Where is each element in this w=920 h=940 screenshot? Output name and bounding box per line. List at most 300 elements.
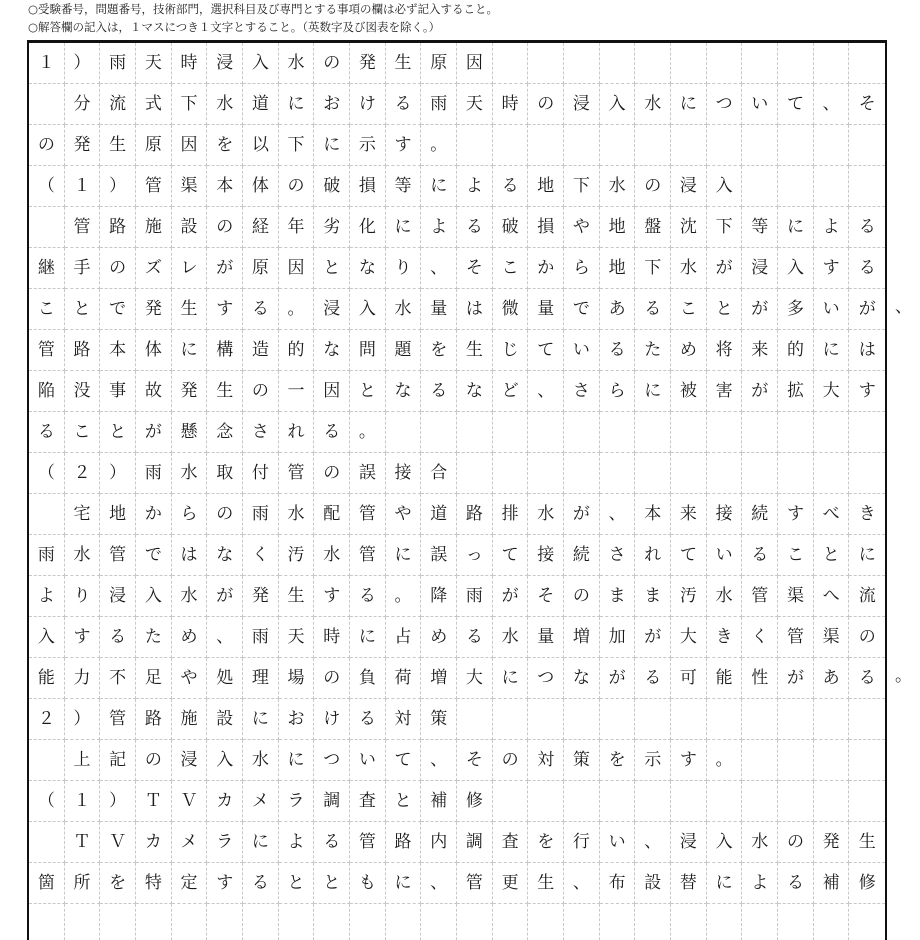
grid-cell: 、 — [421, 740, 457, 781]
grid-cell: 生 — [457, 330, 493, 371]
grid-cell — [707, 412, 743, 453]
grid-cell: 対 — [528, 740, 564, 781]
grid-cell: ） — [65, 43, 101, 84]
grid-cell: よ — [279, 822, 315, 863]
grid-cell: 査 — [350, 781, 386, 822]
grid-cell: 、 — [814, 84, 850, 125]
grid-cell: な — [314, 330, 350, 371]
grid-cell: 処 — [207, 658, 243, 699]
grid-cell — [707, 453, 743, 494]
grid-cell: の — [207, 494, 243, 535]
grid-cell: に — [671, 84, 707, 125]
grid-cell: 示 — [635, 740, 671, 781]
grid-cell: す — [671, 740, 707, 781]
grid-cell — [493, 904, 529, 940]
grid-cell: 誤 — [421, 535, 457, 576]
grid-cell — [600, 125, 636, 166]
grid-cell: 道 — [421, 494, 457, 535]
grid-cell: 下 — [564, 166, 600, 207]
grid-cell — [814, 166, 850, 207]
grid-cell: 念 — [207, 412, 243, 453]
grid-cell: じ — [493, 330, 529, 371]
note-line-2: ○解答欄の記入は，１マスにつき１文字とすること。（英数字及び図表を除く。） — [28, 20, 441, 34]
grid-cell: こ — [29, 289, 65, 330]
grid-cell: （ — [29, 781, 65, 822]
grid-cell: す — [207, 289, 243, 330]
grid-cell: 水 — [314, 535, 350, 576]
grid-cell: 時 — [172, 43, 208, 84]
grid-cell: の — [635, 166, 671, 207]
grid-cell: 接 — [707, 494, 743, 535]
grid-cell: な — [564, 658, 600, 699]
grid-cell: 負 — [350, 658, 386, 699]
grid-cell: が — [742, 371, 778, 412]
grid-cell: メ — [243, 781, 279, 822]
grid-cell — [350, 904, 386, 940]
grid-cell: こ — [493, 248, 529, 289]
grid-cell — [65, 904, 101, 940]
grid-cell: 取 — [207, 453, 243, 494]
grid-cell: と — [314, 863, 350, 904]
grid-cell: 可 — [671, 658, 707, 699]
grid-cell: る — [849, 207, 885, 248]
grid-cell: 示 — [350, 125, 386, 166]
grid-cell: 場 — [279, 658, 315, 699]
grid-cell: は — [172, 535, 208, 576]
grid-cell: 損 — [350, 166, 386, 207]
grid-cell: で — [100, 289, 136, 330]
grid-cell: に — [421, 166, 457, 207]
grid-cell: る — [350, 699, 386, 740]
grid-cell: の — [279, 166, 315, 207]
grid-cell — [528, 125, 564, 166]
grid-cell: 配 — [314, 494, 350, 535]
grid-cell: れ — [279, 412, 315, 453]
grid-cell — [814, 43, 850, 84]
grid-cell: カ — [207, 781, 243, 822]
grid-cell: か — [136, 494, 172, 535]
grid-cell: の — [314, 658, 350, 699]
grid-cell: る — [849, 658, 885, 699]
grid-cell: 誤 — [350, 453, 386, 494]
grid-cell: 雨 — [136, 453, 172, 494]
grid-cell — [707, 699, 743, 740]
grid-cell: っ — [457, 535, 493, 576]
header-notes — [28, 0, 908, 36]
grid-cell — [600, 904, 636, 940]
grid-cell — [742, 781, 778, 822]
grid-cell: の — [136, 740, 172, 781]
grid-cell — [493, 43, 529, 84]
grid-cell: 補 — [421, 781, 457, 822]
grid-cell — [564, 125, 600, 166]
grid-cell: 路 — [386, 822, 422, 863]
grid-row — [29, 412, 885, 453]
grid-cell: よ — [814, 207, 850, 248]
grid-cell: い — [707, 535, 743, 576]
grid-cell: 経 — [243, 207, 279, 248]
grid-cell: 特 — [136, 863, 172, 904]
grid-cell: 大 — [457, 658, 493, 699]
grid-cell: 微 — [493, 289, 529, 330]
grid-cell — [849, 412, 885, 453]
grid-cell: お — [279, 699, 315, 740]
grid-cell: ど — [493, 371, 529, 412]
grid-cell: に — [243, 699, 279, 740]
grid-cell: 接 — [528, 535, 564, 576]
grid-cell: 浸 — [742, 248, 778, 289]
grid-cell: 被 — [671, 371, 707, 412]
grid-cell: 入 — [29, 617, 65, 658]
grid-cell: 流 — [100, 84, 136, 125]
grid-cell: 式 — [136, 84, 172, 125]
grid-cell: が — [600, 658, 636, 699]
grid-cell: 管 — [29, 330, 65, 371]
margin-overflow-char: 。 — [895, 666, 912, 686]
grid-cell: 原 — [421, 43, 457, 84]
grid-cell: 汚 — [671, 576, 707, 617]
grid-cell: く — [742, 617, 778, 658]
grid-cell: ） — [65, 699, 101, 740]
grid-cell: 入 — [707, 166, 743, 207]
grid-cell — [528, 412, 564, 453]
grid-cell — [457, 699, 493, 740]
grid-cell: る — [635, 289, 671, 330]
grid-cell: れ — [635, 535, 671, 576]
grid-cell: ら — [564, 248, 600, 289]
grid-cell: 水 — [600, 166, 636, 207]
grid-cell: 管 — [100, 699, 136, 740]
grid-cell — [707, 43, 743, 84]
grid-cell: る — [742, 535, 778, 576]
grid-cell: 下 — [172, 84, 208, 125]
grid-cell — [707, 904, 743, 940]
grid-cell: の — [849, 617, 885, 658]
grid-cell — [314, 904, 350, 940]
grid-cell: も — [350, 863, 386, 904]
grid-cell: の — [314, 453, 350, 494]
grid-cell: る — [314, 822, 350, 863]
grid-cell — [564, 904, 600, 940]
grid-cell: 造 — [243, 330, 279, 371]
grid-cell: 。 — [279, 289, 315, 330]
grid-cell: 継 — [29, 248, 65, 289]
grid-cell: 地 — [600, 207, 636, 248]
grid-cell — [136, 904, 172, 940]
grid-cell: 入 — [778, 248, 814, 289]
grid-row — [29, 699, 885, 740]
grid-cell: 的 — [279, 330, 315, 371]
grid-cell: あ — [600, 289, 636, 330]
grid-cell: 浸 — [172, 740, 208, 781]
grid-cell — [493, 125, 529, 166]
grid-cell — [814, 904, 850, 940]
grid-cell: 路 — [136, 699, 172, 740]
grid-cell: 管 — [279, 453, 315, 494]
grid-cell: 因 — [457, 43, 493, 84]
grid-cell: Ｔ — [65, 822, 101, 863]
grid-cell: 調 — [457, 822, 493, 863]
grid-cell — [207, 904, 243, 940]
grid-cell: 地 — [528, 166, 564, 207]
grid-cell — [421, 904, 457, 940]
grid-cell — [528, 453, 564, 494]
grid-cell: 加 — [600, 617, 636, 658]
grid-cell: 来 — [742, 330, 778, 371]
grid-cell: が — [635, 617, 671, 658]
grid-cell — [243, 904, 279, 940]
grid-cell: 道 — [243, 84, 279, 125]
grid-cell: そ — [457, 248, 493, 289]
grid-cell — [814, 453, 850, 494]
grid-cell: き — [849, 494, 885, 535]
grid-cell: 能 — [29, 658, 65, 699]
grid-cell: と — [350, 371, 386, 412]
grid-cell: 発 — [65, 125, 101, 166]
grid-cell: て — [528, 330, 564, 371]
grid-cell: こ — [778, 535, 814, 576]
grid-cell: や — [172, 658, 208, 699]
grid-cell: 生 — [172, 289, 208, 330]
grid-cell: Ｖ — [172, 781, 208, 822]
grid-cell — [635, 904, 671, 940]
grid-cell: を — [100, 863, 136, 904]
grid-cell — [635, 125, 671, 166]
grid-cell: る — [457, 617, 493, 658]
grid-row — [29, 371, 885, 412]
grid-cell — [493, 412, 529, 453]
grid-cell: ま — [600, 576, 636, 617]
grid-cell: に — [635, 371, 671, 412]
grid-cell: さ — [564, 371, 600, 412]
grid-cell: た — [635, 330, 671, 371]
grid-row — [29, 617, 885, 658]
grid-cell: 量 — [421, 289, 457, 330]
grid-cell: を — [421, 330, 457, 371]
grid-cell: に — [386, 535, 422, 576]
grid-cell: よ — [421, 207, 457, 248]
grid-cell — [564, 781, 600, 822]
grid-cell: と — [279, 863, 315, 904]
grid-cell — [814, 740, 850, 781]
grid-cell: 策 — [564, 740, 600, 781]
grid-cell: 、 — [564, 863, 600, 904]
grid-cell: さ — [243, 412, 279, 453]
grid-cell: 付 — [243, 453, 279, 494]
grid-cell — [778, 166, 814, 207]
grid-cell — [849, 453, 885, 494]
grid-cell — [279, 904, 315, 940]
grid-cell: を — [207, 125, 243, 166]
grid-cell: こ — [671, 289, 707, 330]
grid-cell: 等 — [742, 207, 778, 248]
grid-cell — [778, 904, 814, 940]
grid-cell — [29, 904, 65, 940]
grid-cell: お — [314, 84, 350, 125]
grid-cell: 本 — [207, 166, 243, 207]
grid-cell: け — [314, 699, 350, 740]
grid-cell: い — [600, 822, 636, 863]
grid-cell: 雨 — [243, 494, 279, 535]
grid-cell: 生 — [386, 43, 422, 84]
grid-cell — [635, 781, 671, 822]
grid-row — [29, 658, 885, 699]
grid-cell: 、 — [635, 822, 671, 863]
grid-cell: る — [386, 84, 422, 125]
grid-cell: 接 — [386, 453, 422, 494]
grid-cell: 修 — [849, 863, 885, 904]
grid-cell: い — [742, 84, 778, 125]
grid-cell: 地 — [100, 494, 136, 535]
grid-cell: 時 — [493, 84, 529, 125]
grid-cell — [849, 699, 885, 740]
grid-cell: り — [386, 248, 422, 289]
grid-cell: 題 — [386, 330, 422, 371]
grid-cell: 本 — [635, 494, 671, 535]
grid-cell: 水 — [172, 576, 208, 617]
grid-cell: 管 — [457, 863, 493, 904]
grid-cell: が — [207, 576, 243, 617]
grid-cell: 水 — [742, 822, 778, 863]
grid-cell: つ — [707, 84, 743, 125]
grid-cell: ラ — [279, 781, 315, 822]
grid-cell: ２ — [29, 699, 65, 740]
grid-cell — [386, 412, 422, 453]
grid-cell — [778, 781, 814, 822]
grid-cell: 、 — [421, 863, 457, 904]
grid-cell: く — [243, 535, 279, 576]
grid-cell — [742, 699, 778, 740]
grid-row — [29, 207, 885, 248]
grid-cell: 占 — [386, 617, 422, 658]
grid-row — [29, 494, 885, 535]
grid-cell: 合 — [421, 453, 457, 494]
grid-cell: を — [600, 740, 636, 781]
grid-cell: 生 — [279, 576, 315, 617]
grid-cell: 沈 — [671, 207, 707, 248]
grid-cell: 分 — [65, 84, 101, 125]
grid-cell: 来 — [671, 494, 707, 535]
grid-cell: 力 — [65, 658, 101, 699]
grid-cell: な — [386, 371, 422, 412]
grid-cell — [778, 125, 814, 166]
grid-cell: 。 — [421, 125, 457, 166]
grid-cell: レ — [172, 248, 208, 289]
grid-cell: 発 — [814, 822, 850, 863]
grid-cell — [600, 781, 636, 822]
grid-cell: こ — [65, 412, 101, 453]
grid-cell: 本 — [100, 330, 136, 371]
grid-cell: 生 — [849, 822, 885, 863]
grid-cell: 対 — [386, 699, 422, 740]
grid-cell: は — [457, 289, 493, 330]
grid-cell: よ — [29, 576, 65, 617]
grid-cell: 下 — [635, 248, 671, 289]
grid-cell: け — [350, 84, 386, 125]
grid-cell: よ — [742, 863, 778, 904]
grid-cell: 宅 — [65, 494, 101, 535]
grid-cell: が — [136, 412, 172, 453]
grid-cell: 増 — [564, 617, 600, 658]
grid-cell — [778, 453, 814, 494]
grid-cell: 雨 — [421, 84, 457, 125]
grid-cell — [742, 125, 778, 166]
grid-cell: 生 — [100, 125, 136, 166]
grid-cell: き — [707, 617, 743, 658]
grid-cell: 構 — [207, 330, 243, 371]
grid-cell: 故 — [136, 371, 172, 412]
grid-cell — [671, 904, 707, 940]
grid-cell: 天 — [457, 84, 493, 125]
grid-cell — [849, 125, 885, 166]
grid-cell: い — [814, 289, 850, 330]
grid-cell: 替 — [671, 863, 707, 904]
grid-cell: が — [849, 289, 885, 330]
grid-cell — [29, 207, 65, 248]
grid-cell: ズ — [136, 248, 172, 289]
grid-cell — [528, 904, 564, 940]
grid-cell: 害 — [707, 371, 743, 412]
grid-cell: （ — [29, 453, 65, 494]
grid-cell: 浸 — [564, 84, 600, 125]
grid-cell: 施 — [172, 699, 208, 740]
grid-cell: る — [421, 371, 457, 412]
grid-cell — [600, 412, 636, 453]
grid-cell: に — [172, 330, 208, 371]
grid-cell: 水 — [707, 576, 743, 617]
grid-cell: な — [207, 535, 243, 576]
grid-cell: 入 — [600, 84, 636, 125]
grid-cell — [29, 822, 65, 863]
grid-cell: や — [386, 494, 422, 535]
grid-row — [29, 863, 885, 904]
grid-cell — [29, 740, 65, 781]
grid-cell: 入 — [707, 822, 743, 863]
grid-cell — [778, 43, 814, 84]
grid-cell — [671, 412, 707, 453]
grid-cell: ） — [100, 781, 136, 822]
grid-cell: が — [207, 248, 243, 289]
grid-cell: 年 — [279, 207, 315, 248]
grid-cell: た — [136, 617, 172, 658]
grid-cell: 排 — [493, 494, 529, 535]
grid-cell: 地 — [600, 248, 636, 289]
grid-cell: べ — [814, 494, 850, 535]
grid-cell: 因 — [172, 125, 208, 166]
grid-cell: 以 — [243, 125, 279, 166]
grid-cell: が — [564, 494, 600, 535]
grid-cell — [600, 43, 636, 84]
grid-row — [29, 330, 885, 371]
grid-cell: の — [778, 822, 814, 863]
grid-cell: 査 — [493, 822, 529, 863]
grid-cell: 生 — [528, 863, 564, 904]
grid-cell: の — [564, 576, 600, 617]
grid-cell: そ — [528, 576, 564, 617]
grid-cell: 原 — [136, 125, 172, 166]
grid-row — [29, 904, 885, 940]
grid-cell: 水 — [243, 740, 279, 781]
grid-cell: ら — [172, 494, 208, 535]
grid-cell: 汚 — [279, 535, 315, 576]
grid-cell: よ — [457, 166, 493, 207]
grid-cell: る — [314, 412, 350, 453]
grid-cell: 箇 — [29, 863, 65, 904]
grid-cell: い — [564, 330, 600, 371]
grid-cell: 浸 — [671, 822, 707, 863]
grid-cell: １ — [65, 166, 101, 207]
grid-cell: す — [386, 125, 422, 166]
